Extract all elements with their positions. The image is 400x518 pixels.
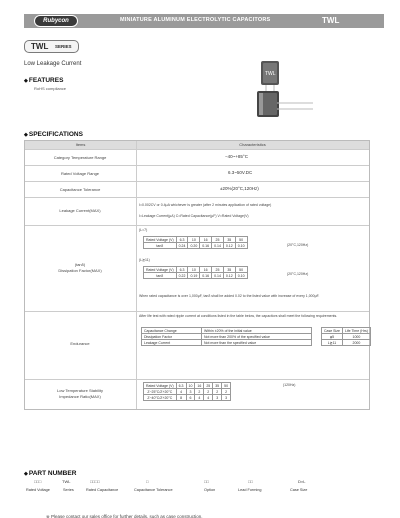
footer-note: ※ Please contact our sales office for further details, such as case construction. [46,514,203,518]
leakage-formula: I=0.002CV or 0.4μA whichever is greater (after 2 minutes application of rated voltage) [139,203,272,207]
series-badge-name: TWL [31,42,49,51]
pn-box-tolerance: □ [146,479,149,484]
header-series-code: TWL [322,16,340,25]
leakage-definitions: I=Leakage Current(μA) C=Rated Capacitance(μF) V=Rated Voltage(V) [139,214,249,218]
endurance-table: Capacitance Change Within ±20% of the initial value Dissipation Factor Not more than 200% of the specified value Leakage Current Not more than the specified value [141,327,312,346]
part-number-heading: ◆ PART NUMBER [24,470,76,477]
pn-label-case-size: Case Size [290,488,308,492]
tand-footer-note: When rated capacitance is over 1,000μF, tanδ shall be added 0.02 to the listed value with increase of every 1,000μF. [139,294,320,298]
features-heading: ◆ FEATURES [24,77,63,84]
specifications-table [24,140,370,410]
cap-tolerance-value: ±20%(20°C,120Hz) [220,186,259,191]
product-subtitle: Low Leakage Current [24,61,82,67]
pn-label-tolerance: Capacitance Tolerance [134,488,173,492]
tand-note-2: (20°C,120Hz) [287,272,309,276]
pn-label-voltage: Rated Voltage [26,488,50,492]
endurance-case-table: Case Size Life Time (Hrs) φ5 1000 L≧11 2000 [321,327,371,346]
temp-range-label: Category Temperature Range [53,155,107,160]
temp-range-value: −40~+85°C [225,154,248,159]
pn-label-capacitance: Rated Capacitance [86,488,119,492]
pn-label-option: Option [204,488,216,492]
low-temp-table: Rated Voltage (V) 6.3 10 16 25 35 50 Z−25°C/Z+20°C 4 3 2 2 2 2 Z−40°C/Z+20°C 8 6 4 4 3 3 [143,382,231,401]
pn-label-series: Series [63,488,74,492]
pn-box-voltage: □□□ [34,479,42,484]
tand-table-1: Rated Voltage (V) 6.3 10 16 25 35 50 tanδ 0.24 0.20 0.16 0.14 0.12 0.10 [143,236,248,249]
capacitor-photo [255,55,325,125]
endurance-label: Endurance [70,341,90,346]
low-temp-note: (120Hz) [283,383,296,387]
pn-box-case-size: D×L [298,479,306,484]
low-temp-label: Low Temperature Stability Impedance Ratio(MAX) [57,388,103,399]
endurance-text: After life test with rated ripple current at conditions listed in the table below, the capacitors shall meet the following requirements. [139,314,338,318]
tand-group-2: (L≧11) [139,258,150,262]
feature-item: RoHS compliance [34,86,67,91]
tand-table-2: Rated Voltage (V) 6.3 10 16 25 35 50 tanδ 0.22 0.19 0.16 0.14 0.12 0.10 [143,266,248,279]
pn-box-series: TWL [62,479,71,484]
col-header-items: Items [25,141,136,149]
dissipation-label: (tanδ) Dissipation Factor(MAX) [58,262,102,273]
voltage-range-label: Rated Voltage Range [60,171,100,176]
col-header-characteristics: Characteristics [136,141,369,149]
capacitor-label: TWL [265,71,276,77]
leakage-label: Leakage Current(MAX) [59,208,101,213]
series-badge-suffix: SERIES [55,44,72,49]
header-title: MINIATURE ALUMINUM ELECTROLYTIC CAPACITORS [120,17,271,23]
tand-note-1: (20°C,120Hz) [287,243,309,247]
voltage-range-value: 6.3~50V.DC [228,170,253,175]
pn-label-lead-forming: Lead Forming [238,488,262,492]
cap-tolerance-label: Capacitance Tolerance [59,187,101,192]
pn-box-option: □□ [204,479,209,484]
specifications-heading: ◆ SPECIFICATIONS [24,131,83,138]
pn-box-capacitance: □□□□ [90,479,100,484]
pn-box-lead-forming: □□ [248,479,253,484]
rubycon-logo: Rubycon [34,15,78,27]
tand-group-1: (L=7) [139,228,148,232]
